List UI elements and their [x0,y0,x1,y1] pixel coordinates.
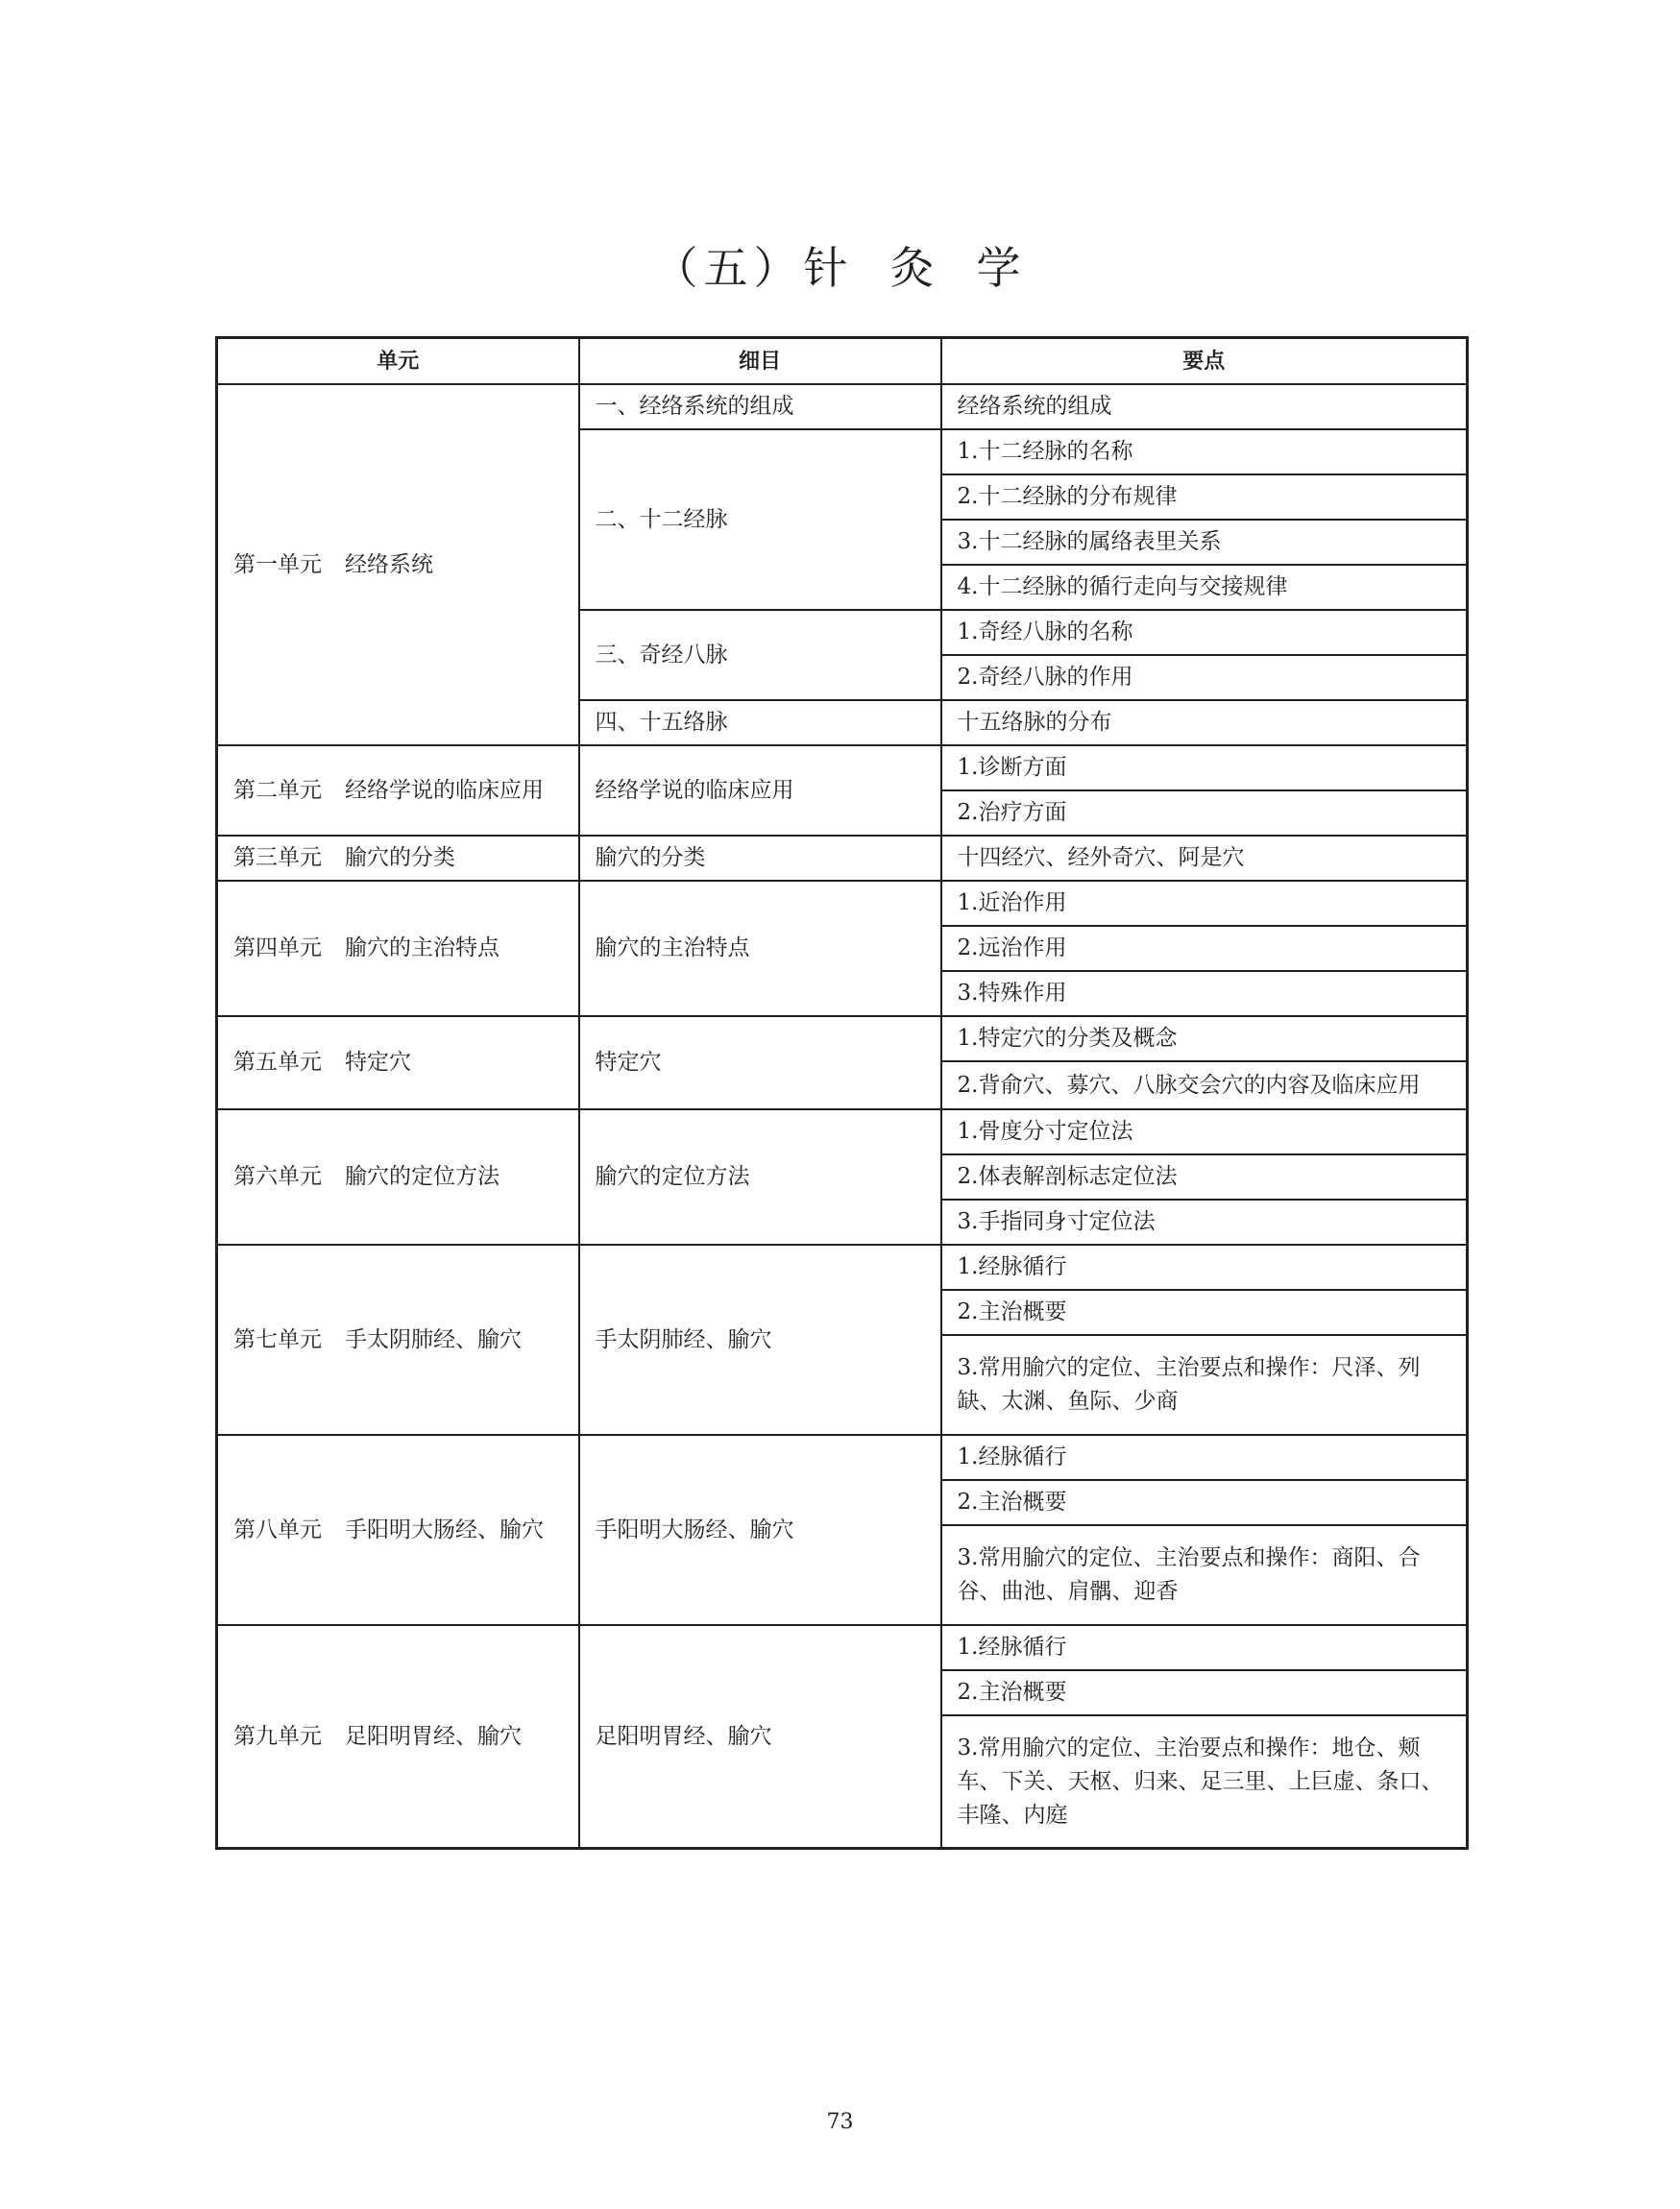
unit-number: 第四单元 [233,935,322,960]
unit-cell [217,1016,579,1109]
point-cell: 3.常用腧穴的定位、主治要点和操作：地仓、颊车、下关、天枢、归来、足三里、上巨虚、条口、丰隆、内庭 [941,1715,1468,1849]
unit-name: 腧穴的分类 [345,845,455,870]
title-char: 灸 [889,241,940,294]
point-cell: 3.十二经脉的属络表里关系 [941,520,1468,565]
item-cell: 经络学说的临床应用 [579,745,941,836]
table-row [217,1109,1468,1154]
point-cell: 3.常用腧穴的定位、主治要点和操作：商阳、合谷、曲池、肩髃、迎香 [941,1525,1468,1625]
table-row [217,1625,1468,1670]
item-cell: 腧穴的分类 [579,836,941,881]
table-row [217,384,1468,429]
item-cell: 一、经络系统的组成 [579,384,941,429]
item-cell: 四、十五络脉 [579,700,941,745]
header-unit: 单元 [217,338,579,385]
item-cell: 足阳明胃经、腧穴 [579,1625,941,1849]
item-cell: 手阳明大肠经、腧穴 [579,1435,941,1625]
unit-name: 腧穴的定位方法 [345,1164,499,1189]
unit-name: 腧穴的主治特点 [345,935,499,960]
point-cell: 2.奇经八脉的作用 [941,655,1468,700]
page-title [0,233,1680,297]
point-cell: 2.治疗方面 [941,790,1468,836]
table-row [217,1016,1468,1061]
point-cell: 2.主治概要 [941,1480,1468,1525]
table-row [217,1435,1468,1480]
unit-number: 第二单元 [233,777,322,803]
unit-cell [217,881,579,1016]
unit-cell [217,1435,579,1625]
unit-number: 第一单元 [233,551,322,577]
title-char: 针 [803,241,854,294]
point-cell: 2.远治作用 [941,926,1468,971]
unit-cell [217,745,579,836]
unit-cell [217,1625,579,1849]
point-cell: 4.十二经脉的循行走向与交接规律 [941,565,1468,610]
point-cell: 1.经脉循行 [941,1625,1468,1670]
point-cell: 1.近治作用 [941,881,1468,926]
item-cell: 三、奇经八脉 [579,610,941,700]
header-point: 要点 [941,338,1468,385]
unit-name: 手太阴肺经、腧穴 [345,1326,522,1352]
unit-cell [217,384,579,745]
point-cell: 2.背俞穴、募穴、八脉交会穴的内容及临床应用 [941,1061,1468,1109]
unit-name: 手阳明大肠经、腧穴 [345,1517,544,1542]
unit-number: 第八单元 [233,1517,322,1542]
unit-number: 第七单元 [233,1326,322,1352]
unit-name: 经络学说的临床应用 [345,777,544,803]
point-cell: 1.奇经八脉的名称 [941,610,1468,655]
title-char: 学 [976,241,1027,294]
unit-name: 足阳明胃经、腧穴 [345,1723,522,1749]
item-cell: 二、十二经脉 [579,429,941,610]
point-cell: 十四经穴、经外奇穴、阿是穴 [941,836,1468,881]
title-prefix: （五） [653,241,804,294]
table-row [217,745,1468,790]
unit-name: 特定穴 [345,1050,411,1075]
syllabus-table [215,336,1469,1850]
point-cell: 3.特殊作用 [941,971,1468,1016]
point-cell: 1.特定穴的分类及概念 [941,1016,1468,1061]
point-cell: 1.经脉循行 [941,1245,1468,1290]
point-cell: 1.诊断方面 [941,745,1468,790]
item-cell: 腧穴的定位方法 [579,1109,941,1245]
item-cell: 特定穴 [579,1016,941,1109]
item-cell: 腧穴的主治特点 [579,881,941,1016]
point-cell: 3.常用腧穴的定位、主治要点和操作：尺泽、列缺、太渊、鱼际、少商 [941,1335,1468,1435]
unit-number: 第六单元 [233,1164,322,1189]
table-header-row [217,338,1468,385]
point-cell: 1.十二经脉的名称 [941,429,1468,474]
table-row [217,836,1468,881]
point-cell: 1.骨度分寸定位法 [941,1109,1468,1154]
unit-number: 第九单元 [233,1723,322,1749]
unit-cell [217,836,579,881]
point-cell: 3.手指同身寸定位法 [941,1200,1468,1245]
unit-number: 第五单元 [233,1050,322,1075]
header-item: 细目 [579,338,941,385]
unit-cell [217,1245,579,1435]
point-cell: 1.经脉循行 [941,1435,1468,1480]
point-cell: 2.主治概要 [941,1290,1468,1335]
point-cell: 2.主治概要 [941,1670,1468,1715]
unit-name: 经络系统 [345,551,433,577]
point-cell: 2.十二经脉的分布规律 [941,474,1468,520]
unit-cell [217,1109,579,1245]
point-cell: 十五络脉的分布 [941,700,1468,745]
table-row [217,1245,1468,1290]
unit-number: 第三单元 [233,845,322,870]
page-number: 73 [826,2110,854,2134]
point-cell: 2.体表解剖标志定位法 [941,1154,1468,1200]
item-cell: 手太阴肺经、腧穴 [579,1245,941,1435]
point-cell: 经络系统的组成 [941,384,1468,429]
table-row [217,881,1468,926]
